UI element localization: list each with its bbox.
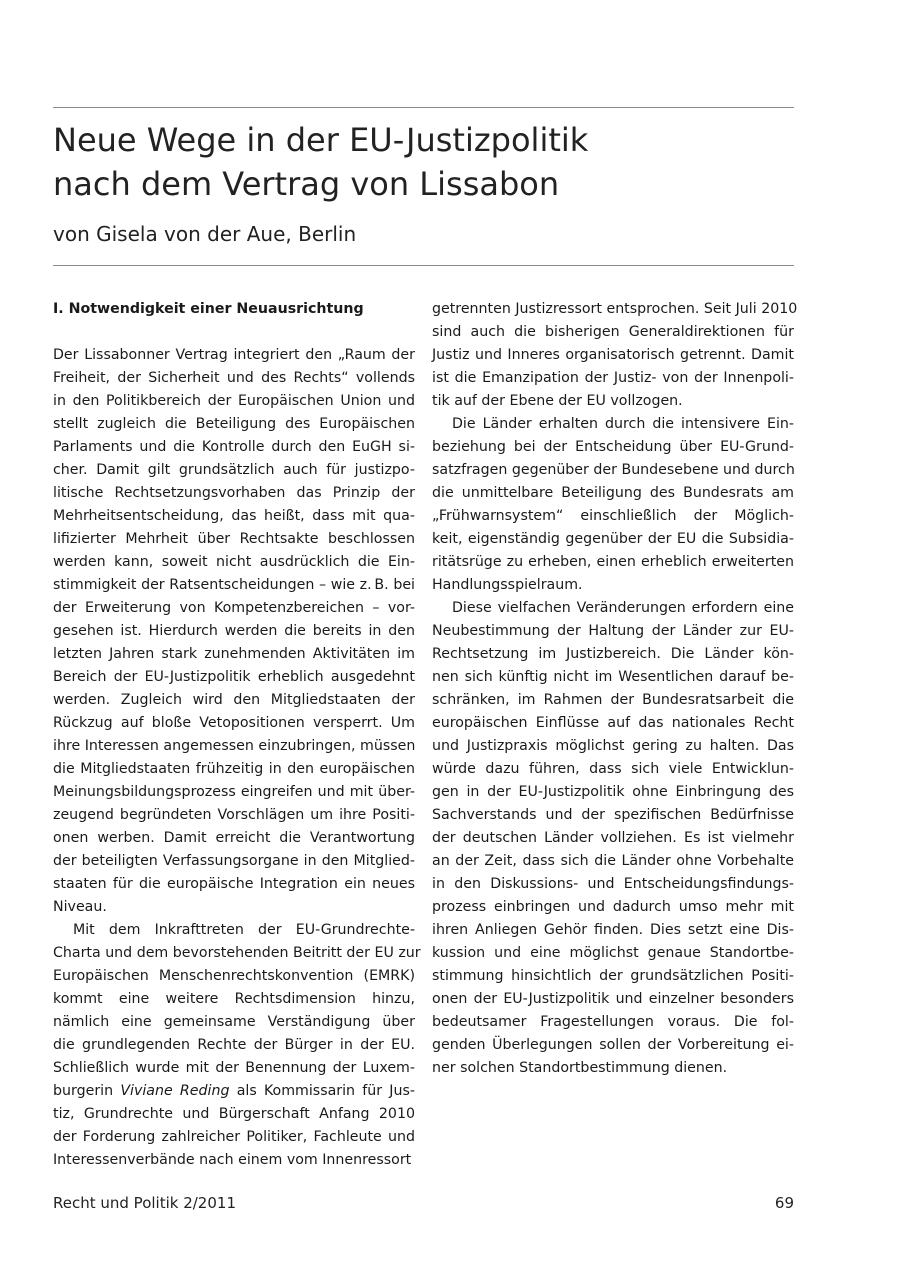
text-line: letzten Jahren stark zunehmenden Aktivitäten im bbox=[53, 646, 415, 662]
text-line: Handlungsspielraum. bbox=[432, 577, 583, 593]
text-line: onen werben. Damit erreicht die Verantwortung bbox=[53, 830, 415, 846]
text-line: Sachverstands und der spezifischen Bedürfnisse bbox=[432, 807, 794, 823]
text-line: gesehen ist. Hierdurch werden die bereits in den bbox=[53, 623, 415, 639]
text-line: der Forderung zahlreicher Politiker, Fachleute und bbox=[53, 1129, 415, 1145]
text-line: Schließlich wurde mit der Benennung der Luxem- bbox=[53, 1060, 415, 1076]
text-line: onen der EU-Justizpolitik und einzelner besonders bbox=[432, 991, 794, 1007]
text-line: der deutschen Länder vollziehen. Es ist vielmehr bbox=[432, 830, 794, 846]
text-line: kussion und eine möglichst genaue Standortbe- bbox=[432, 945, 794, 961]
text-line: Interessenverbände nach einem vom Innenressort bbox=[53, 1152, 412, 1168]
text-line: würde dazu führen, dass sich viele Entwicklun- bbox=[432, 761, 794, 777]
text-fragment: burgerin bbox=[53, 1083, 121, 1099]
text-line: bedeutsamer Fragestellungen voraus. Die fol- bbox=[432, 1014, 794, 1030]
text-line: die unmittelbare Beteiligung des Bundesrats am bbox=[432, 485, 794, 501]
text-line: Rückzug auf bloße Vetopositionen versperrt. Um bbox=[53, 715, 415, 731]
page-number: 69 bbox=[774, 1194, 794, 1212]
text-line: europäischen Einflüsse auf das nationales Recht bbox=[432, 715, 794, 731]
text-line: ner solchen Standortbestimmung dienen. bbox=[432, 1060, 728, 1076]
text-line: Neubestimmung der Haltung der Länder zur EU- bbox=[432, 623, 794, 639]
text-line: Der Lissabonner Vertrag integriert den „Raum der bbox=[53, 347, 415, 363]
text-line: der Erweiterung von Kompetenzbereichen – vor- bbox=[53, 600, 415, 616]
text-line: Bereich der EU-Justizpolitik erheblich ausgedehnt bbox=[53, 669, 415, 685]
text-line: Meinungsbildungsprozess eingreifen und mit über- bbox=[53, 784, 415, 800]
text-line: zeugend begründeten Vorschlägen um ihre Positi- bbox=[53, 807, 415, 823]
text-line: beziehung bei der Entscheidung über EU-Grund- bbox=[432, 439, 794, 455]
text-line: ritätsrüge zu erheben, einen erheblich erweiterten bbox=[432, 554, 794, 570]
text-line: Freiheit, der Sicherheit und des Rechts“ vollends bbox=[53, 370, 415, 386]
text-line: getrennten Justizressort entsprochen. Seit Juli 2010 bbox=[432, 301, 798, 317]
text-line: werden kann, soweit nicht ausdrücklich die Ein- bbox=[53, 554, 415, 570]
text-line: litische Rechtsetzungsvorhaben das Prinzip der bbox=[53, 485, 415, 501]
person-name-italic: Viviane Reding bbox=[120, 1083, 230, 1099]
text-line: kommt eine weitere Rechtsdimension hinzu, bbox=[53, 991, 415, 1007]
text-line: ist die Emanzipation der Justiz- von der Innenpoli- bbox=[432, 370, 794, 386]
text-fragment: als Kommissarin für Jus- bbox=[229, 1083, 415, 1099]
author-byline: von Gisela von der Aue, Berlin bbox=[53, 222, 357, 246]
text-line: nen sich künftig nicht im Wesentlichen darauf be- bbox=[432, 669, 794, 685]
text-line: schränken, im Rahmen der Bundesratsarbeit die bbox=[432, 692, 794, 708]
text-line: Mit dem Inkrafttreten der EU-Grundrechte- bbox=[73, 922, 415, 938]
text-line: an der Zeit, dass sich die Länder ohne Vorbehalte bbox=[432, 853, 794, 869]
text-line: Die Länder erhalten durch die intensivere Ein- bbox=[452, 416, 794, 432]
right-column bbox=[432, 298, 798, 1080]
text-line: Parlaments und die Kontrolle durch den EuGH si- bbox=[53, 439, 415, 455]
text-line: ihren Anliegen Gehör finden. Dies setzt eine Dis- bbox=[432, 922, 794, 938]
text-line: „Frühwarnsystem“ einschließlich der Möglich- bbox=[432, 508, 794, 524]
text-line: gen in der EU-Justizpolitik ohne Einbringung des bbox=[432, 784, 794, 800]
text-line: und Justizpraxis möglichst gering zu halten. Das bbox=[432, 738, 794, 754]
text-line: Rechtsetzung im Justizbereich. Die Länder kön- bbox=[432, 646, 794, 662]
text-line: Diese vielfachen Veränderungen erfordern eine bbox=[452, 600, 794, 616]
text-line: werden. Zugleich wird den Mitgliedstaaten der bbox=[53, 692, 415, 708]
left-column bbox=[53, 298, 421, 1172]
text-line: in den Politikbereich der Europäischen Union und bbox=[53, 393, 415, 409]
journal-issue: Recht und Politik 2/2011 bbox=[53, 1194, 236, 1212]
text-line: Niveau. bbox=[53, 899, 107, 915]
text-line: tik auf der Ebene der EU vollzogen. bbox=[432, 393, 683, 409]
text-line: ihre Interessen angemessen einzubringen, müssen bbox=[53, 738, 416, 754]
text-line: satzfragen gegenüber der Bundesebene und durch bbox=[432, 462, 795, 478]
text-line-with-italic bbox=[53, 1080, 415, 1103]
text-line: genden Überlegungen sollen der Vorbereitung ei- bbox=[432, 1037, 794, 1053]
text-line: Europäischen Menschenrechtskonvention (EMRK) bbox=[53, 968, 415, 984]
text-line: stimmung hinsichtlich der grundsätzlichen Positi- bbox=[432, 968, 794, 984]
text-line: die Mitgliedstaaten frühzeitig in den europäischen bbox=[53, 761, 415, 777]
text-line: in den Diskussions- und Entscheidungsfindungs- bbox=[432, 876, 794, 892]
left-column-body bbox=[53, 344, 421, 1172]
text-line: Mehrheitsentscheidung, das heißt, dass mit qua- bbox=[53, 508, 415, 524]
text-line: tiz, Grundrechte und Bürgerschaft Anfang 2010 bbox=[53, 1106, 415, 1122]
text-line: Justiz und Inneres organisatorisch getrennt. Damit bbox=[432, 347, 794, 363]
text-line: keit, eigenständig gegenüber der EU die Subsidia- bbox=[432, 531, 794, 547]
text-line: sind auch die bisherigen Generaldirektionen für bbox=[432, 324, 794, 340]
text-line: stimmigkeit der Ratsentscheidungen – wie z. B. bei bbox=[53, 577, 415, 593]
section-heading: I. Notwendigkeit einer Neuausrichtung bbox=[53, 301, 364, 317]
text-line: lifizierter Mehrheit über Rechtsakte beschlossen bbox=[53, 531, 415, 547]
text-line: Charta und dem bevorstehenden Beitritt der EU zur bbox=[53, 945, 421, 961]
article-title-line-1: Neue Wege in der EU-Justizpolitik bbox=[53, 121, 589, 159]
byline-rule bbox=[53, 265, 794, 266]
text-line: stellt zugleich die Beteiligung des Europäischen bbox=[53, 416, 415, 432]
text-line: der beteiligten Verfassungsorgane in den Mitglied- bbox=[53, 853, 415, 869]
article-title-line-2: nach dem Vertrag von Lissabon bbox=[53, 165, 560, 203]
text-line: nämlich eine gemeinsame Verständigung über bbox=[53, 1014, 415, 1030]
text-line: staaten für die europäische Integration ein neues bbox=[53, 876, 415, 892]
text-line: prozess einbringen und dadurch umso mehr mit bbox=[432, 899, 794, 915]
text-line: cher. Damit gilt grundsätzlich auch für justizpo- bbox=[53, 462, 415, 478]
header-rule bbox=[53, 107, 794, 108]
text-line: die grundlegenden Rechte der Bürger in der EU. bbox=[53, 1037, 415, 1053]
article-title bbox=[53, 118, 794, 206]
